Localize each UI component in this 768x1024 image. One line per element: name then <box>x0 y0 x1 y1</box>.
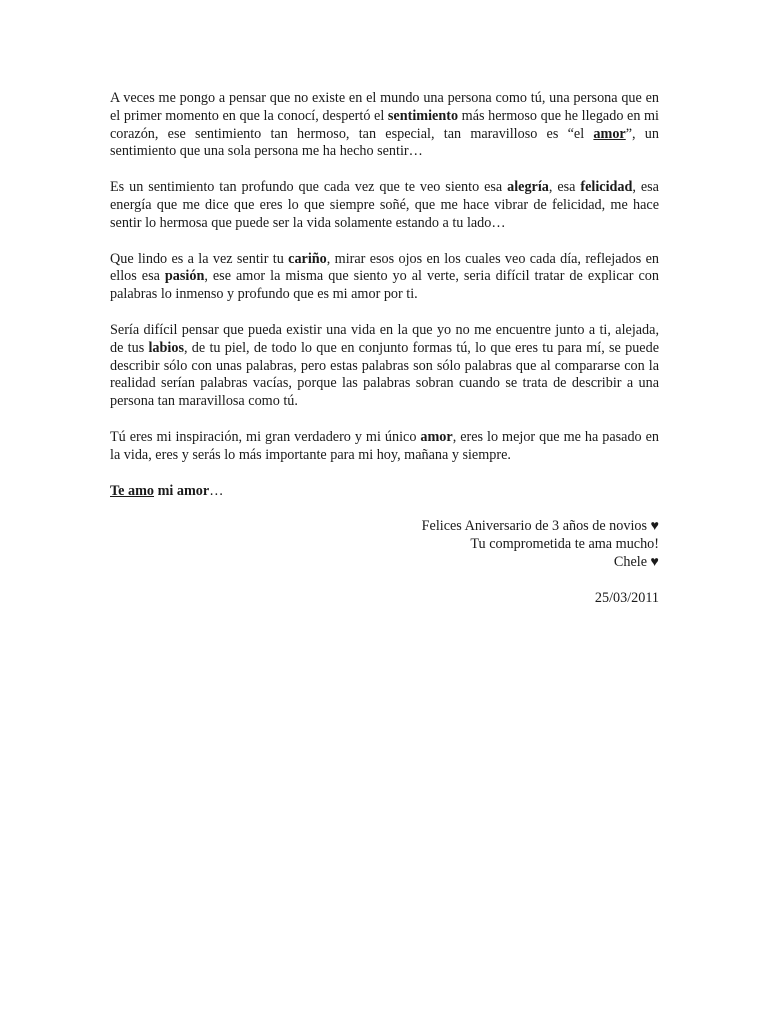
paragraph-text: Tú eres mi inspiración, mi gran verdadero y mi único <box>110 428 421 445</box>
signature-line-2: Tu comprometida te ama mucho! <box>470 536 659 553</box>
paragraph-text: A veces me pongo a pensar que no existe en el mundo una persona como tú, una persona que en el primer momento en que la conocí, despertó el <box>110 90 659 124</box>
emphasized-word: pasión <box>164 268 205 285</box>
letter-paragraph <box>110 179 659 232</box>
emphasized-word: labios <box>148 339 184 356</box>
paragraph-text: , de tu piel, de todo lo que en conjunto formas tú, lo que eres tu para mí, se puede describir sólo con unas palabras, pero estas palabras son sólo palabras que al compararse con la realidad serían palabras vacías, porque las palabras sobran cuando se trata de describir a una persona tan maravillosa como tú. <box>110 339 659 410</box>
paragraph-text: , esa energía que me dice que eres lo que siempre soñé, que me hace vibrar de felicidad, me hace sentir lo hermosa que puede ser la vida solamente estando a tu lado… <box>110 179 659 231</box>
signature-block <box>110 518 659 571</box>
closing-line <box>110 483 659 501</box>
letter-body <box>110 90 659 465</box>
paragraph-text: , ese amor la misma que siento yo al verte, seria difícil tratar de explicar con palabras lo inmenso y profundo que es mi amor por ti. <box>110 268 659 303</box>
paragraph-text: Que lindo es a la vez sentir tu <box>110 250 289 267</box>
closing-ellipsis: … <box>209 482 224 499</box>
closing-mi-amor: mi amor <box>154 482 210 499</box>
closing-te-amo: Te amo <box>110 482 155 499</box>
paragraph-text: , esa <box>548 179 581 196</box>
paragraph-text: ”, un sentimiento que una sola persona me ha hecho sentir… <box>110 125 659 160</box>
letter-paragraph <box>110 322 659 411</box>
letter-date: 25/03/2011 <box>594 589 659 606</box>
emphasized-word: alegría <box>507 179 549 196</box>
emphasized-word: amor <box>420 428 453 445</box>
signature-line-1: Felices Aniversario de 3 años de novios ♥ <box>421 518 659 535</box>
letter-page <box>110 90 659 608</box>
signature-line-3: Chele ♥ <box>613 553 659 570</box>
paragraph-text: Es un sentimiento tan profundo que cada vez que te veo siento esa <box>110 179 508 196</box>
paragraph-text: , mirar esos ojos en los cuales veo cada día, reflejados en ellos esa <box>110 250 659 285</box>
emphasized-word: cariño <box>288 250 327 267</box>
letter-paragraph <box>110 429 659 465</box>
paragraph-text: más hermoso que he llegado en mi corazón, ese sentimiento tan hermoso, tan especial, tan maravilloso es “el <box>110 107 660 142</box>
letter-paragraph <box>110 251 659 304</box>
emphasized-word: amor <box>593 125 626 142</box>
emphasized-word: sentimiento <box>387 107 459 124</box>
paragraph-text: , eres lo mejor que me ha pasado en la vida, eres y serás lo más importante para mi hoy, mañana y siempre. <box>110 428 659 463</box>
emphasized-word: felicidad <box>580 179 633 196</box>
letter-paragraph <box>110 90 659 161</box>
paragraph-text: Sería difícil pensar que pueda existir una vida en la que yo no me encuentre junto a ti, alejada, de tus <box>110 321 659 356</box>
